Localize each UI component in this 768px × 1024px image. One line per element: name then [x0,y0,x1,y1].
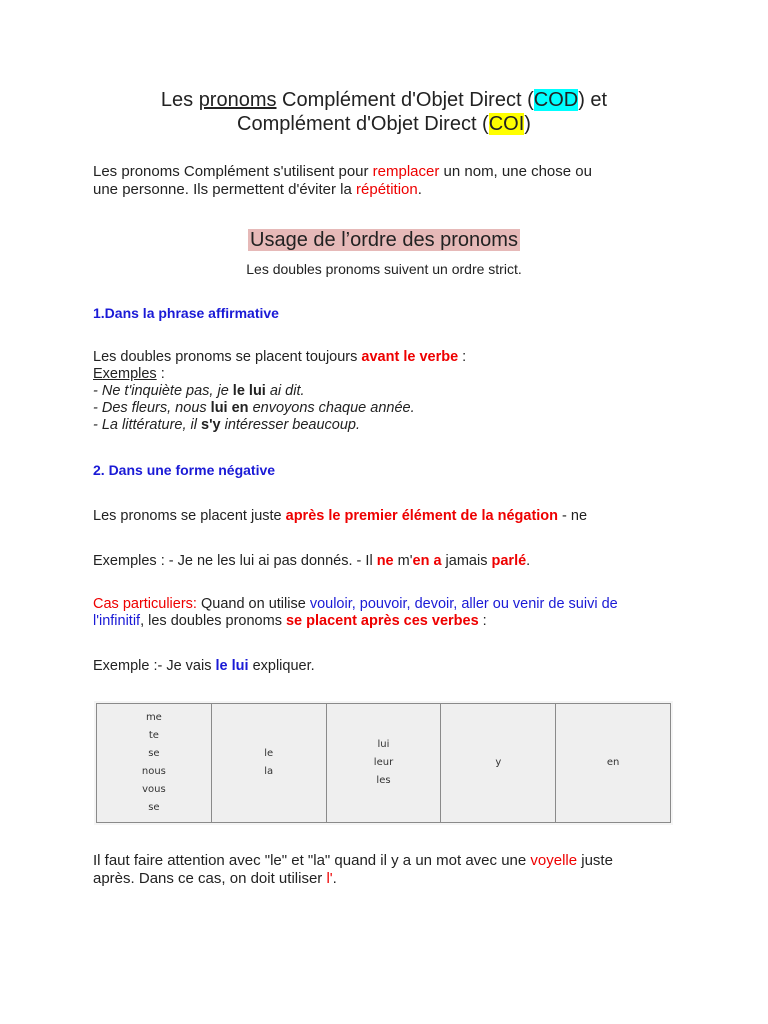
special-label: Cas particuliers: [93,596,197,612]
pronoun: leur [373,757,394,768]
emphasis: en a [412,553,442,569]
pronoun: le lui [232,383,266,399]
text: : [156,366,165,382]
text: Les pronoms se placent juste [93,508,286,524]
title-underlined-word: pronoms [198,89,277,111]
table-cell [97,704,212,823]
red-word: voyelle [530,852,578,869]
emphasis: après le premier élément de la négation [285,508,559,524]
intro-paragraph [93,163,693,199]
title-text: Complément d'Objet Direct ( [276,89,534,111]
coi-highlight: COI [488,113,525,135]
pronoun: s'y [201,417,221,433]
text: ai dit. [265,383,305,399]
page-title [60,88,708,136]
pronoun: en [606,757,620,768]
text: jamais [441,553,492,569]
text: après. Dans ce cas, on doit utiliser [93,870,327,887]
example-line [93,417,693,434]
title-text: Les [160,89,199,111]
text: juste [577,852,613,869]
section-heading-text: Usage de l’ordre des pronoms [250,229,518,251]
pronoun: y [495,757,502,768]
example-line [93,383,693,400]
text: envoyons chaque année. [248,400,415,416]
title-text: ) [524,113,531,135]
pronoun: lui [377,739,390,750]
text: : [478,613,487,629]
table-cell [326,704,441,823]
pronoun: vous [142,784,166,795]
special-cases [93,596,673,630]
text: Il faut faire attention avec "le" et "la" quand il y a un mot avec une [93,852,531,869]
part1-rule [93,349,693,366]
text: - Des fleurs, nous [93,400,211,416]
pronoun: nous [141,766,166,777]
intro-text: Les pronoms Complément s'utilisent pour [93,163,373,180]
text: Exemples : - Je ne les lui ai pas donnés. - Il [93,553,377,569]
text: . [332,870,337,887]
emphasis: se placent après ces verbes [285,613,479,629]
part1-heading: 1.Dans la phrase affirmative [93,305,279,321]
emphasis: ne [376,553,394,569]
examples-label-text: Exemples [93,366,157,382]
table-row [97,704,671,823]
title-text: Complément d'Objet Direct ( [237,113,489,135]
text: : [458,349,467,365]
cod-highlight: COD [533,89,579,111]
pronoun: te [148,730,159,741]
text: - Ne t'inquiète pas, je [93,383,233,399]
part2-example [93,552,693,570]
intro-red-word: répétition [356,181,418,198]
text: Quand on utilise [196,596,310,612]
text: - La littérature, il [93,417,201,433]
example-line [93,400,693,417]
text: - ne [558,508,588,524]
pronoun: lui en [210,400,249,416]
intro-red-word: remplacer [372,163,440,180]
examples-label [93,366,693,383]
pronoun-order-table [96,703,671,823]
pronoun: le [264,748,274,759]
verbs-list: vouloir, pouvoir, devoir, aller ou venir de suivi de [309,596,618,612]
pronoun: la [264,766,274,777]
table-cell [211,704,326,823]
emphasis: parlé [491,553,527,569]
table-cell [556,704,671,823]
pronoun: se [148,802,160,813]
text: . [526,553,531,569]
title-line-1 [60,88,708,112]
red-word: l' [326,870,333,887]
part1-body [93,349,693,434]
text: intéresser beaucoup. [220,417,361,433]
title-text: ) et [578,89,608,111]
verbs-list: l'infinitif [93,613,141,629]
intro-text: une personne. Ils permettent d'éviter la [93,181,357,198]
section-heading [0,228,768,252]
table-cell [441,704,556,823]
text: m' [393,553,413,569]
text: , les doubles pronoms [140,613,286,629]
part2-heading: 2. Dans une forme négative [93,462,276,478]
emphasis: avant le verbe [361,349,459,365]
special-example [93,657,693,675]
text: expliquer. [248,658,315,674]
text: Exemple :- Je vais [93,658,216,674]
pronoun: les [376,775,391,786]
pronoun: me [145,712,162,723]
pronoun: se [148,748,160,759]
intro-text: un nom, une chose ou [439,163,592,180]
part2-rule [93,507,693,525]
section-subtitle: Les doubles pronoms suivent un ordre strict. [246,261,522,277]
intro-text: . [417,181,422,198]
footer-paragraph [93,852,693,888]
title-line-2 [60,112,708,136]
text: Les doubles pronoms se placent toujours [93,349,362,365]
pronoun: le lui [215,658,249,674]
